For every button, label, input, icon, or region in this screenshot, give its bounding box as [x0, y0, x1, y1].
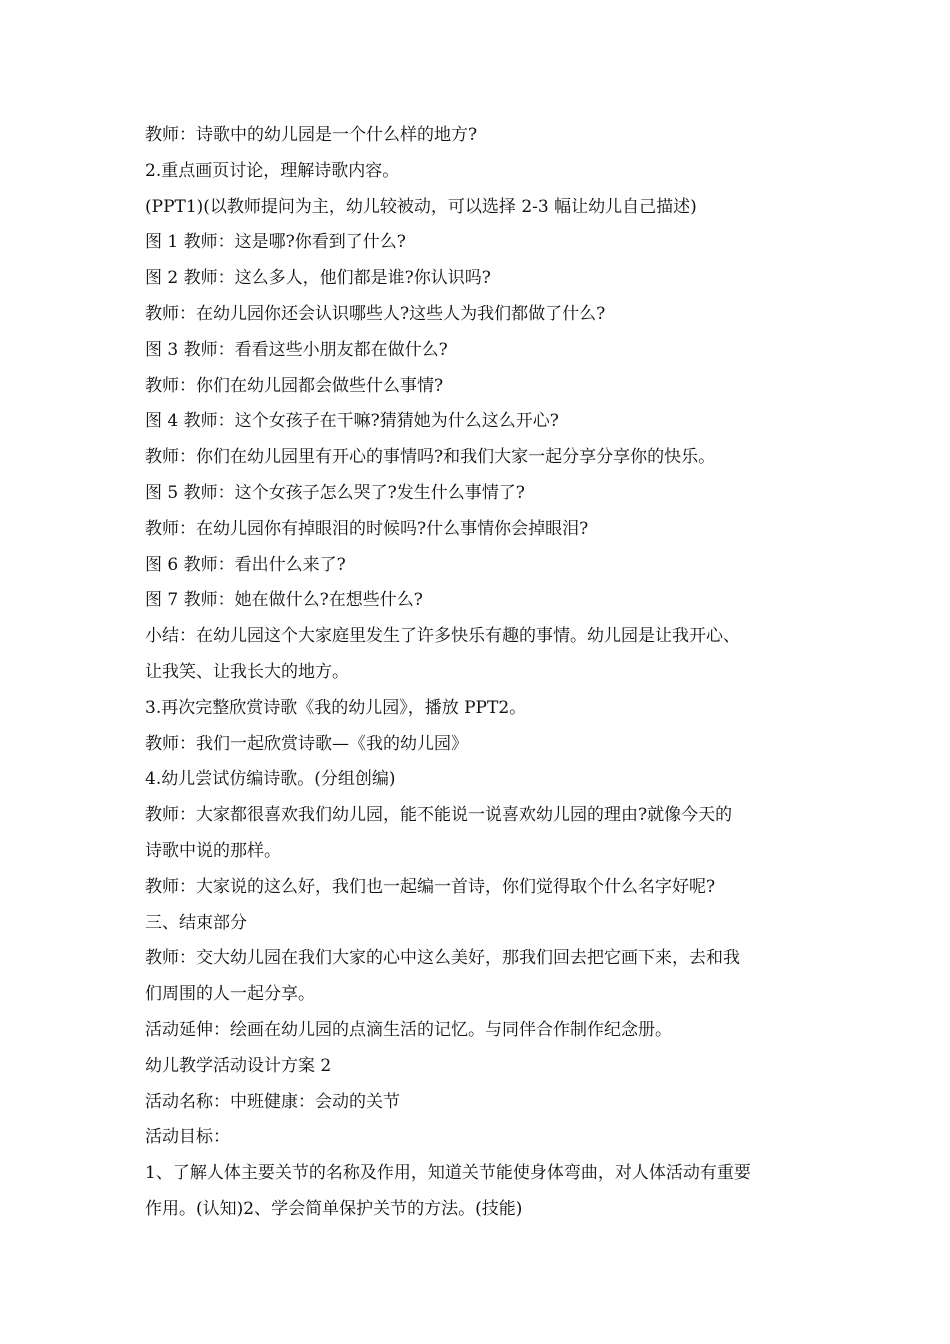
document-body [145, 118, 813, 1228]
text-line: 让我笑、让我长大的地方。 [145, 661, 349, 682]
text-line: 1、了解人体主要关节的名称及作用，知道关节能使身体弯曲，对人体活动有重要 [145, 1163, 751, 1184]
text-line: 3.再次完整欣赏诗歌《我的幼儿园》，播放 PPT2。 [145, 697, 527, 718]
text-line: 图 1 教师：这是哪?你看到了什么? [145, 232, 406, 253]
text-line: 活动名称：中班健康：会动的关节 [145, 1091, 400, 1112]
text-line: 教师：在幼儿园你还会认识哪些人?这些人为我们都做了什么? [145, 303, 606, 324]
text-line: 小结：在幼儿园这个大家庭里发生了许多快乐有趣的事情。幼儿园是让我开心、 [145, 626, 740, 647]
section-heading: 三、结束部分 [145, 912, 247, 933]
text-line: 作用。(认知)2、学会简单保护关节的方法。(技能) [145, 1198, 523, 1219]
text-line: 教师：你们在幼儿园都会做些什么事情? [145, 375, 444, 396]
text-line: 教师：在幼儿园你有掉眼泪的时候吗?什么事情你会掉眼泪? [145, 518, 589, 539]
text-line: 活动目标： [145, 1127, 230, 1148]
text-line: 教师：你们在幼儿园里有开心的事情吗?和我们大家一起分享分享你的快乐。 [145, 447, 716, 468]
text-line: (PPT1)(以教师提问为主，幼儿较被动，可以选择 2-3 幅让幼儿自己描述) [145, 196, 697, 217]
text-line: 活动延伸：绘画在幼儿园的点滴生活的记忆。与同伴合作制作纪念册。 [145, 1019, 672, 1040]
section-heading: 幼儿教学活动设计方案 2 [145, 1055, 332, 1076]
text-line: 教师：我们一起欣赏诗歌—《我的幼儿园》 [145, 733, 468, 754]
text-line: 教师：大家都很喜欢我们幼儿园，能不能说一说喜欢幼儿园的理由?就像今天的 [145, 805, 733, 826]
text-line: 图 3 教师：看看这些小朋友都在做什么? [145, 339, 448, 360]
text-line: 诗歌中说的那样。 [145, 840, 281, 861]
text-line: 图 7 教师：她在做什么?在想些什么? [145, 590, 423, 611]
text-line: 们周围的人一起分享。 [145, 984, 315, 1005]
text-line: 图 2 教师：这么多人，他们都是谁?你认识吗? [145, 268, 491, 289]
text-line: 图 4 教师：这个女孩子在干嘛?猜猜她为什么这么开心? [145, 411, 559, 432]
text-line: 图 5 教师：这个女孩子怎么哭了?发生什么事情了? [145, 482, 525, 503]
text-line: 教师：交大幼儿园在我们大家的心中这么美好，那我们回去把它画下来，去和我 [145, 948, 740, 969]
text-line: 图 6 教师：看出什么来了? [145, 554, 346, 575]
text-line: 教师：诗歌中的幼儿园是一个什么样的地方? [145, 125, 478, 145]
text-line: 教师：大家说的这么好，我们也一起编一首诗，你们觉得取个什么名字好呢? [145, 876, 716, 897]
text-line: 4.幼儿尝试仿编诗歌。(分组创编) [145, 769, 396, 790]
text-line: 2.重点画页讨论，理解诗歌内容。 [145, 160, 400, 181]
